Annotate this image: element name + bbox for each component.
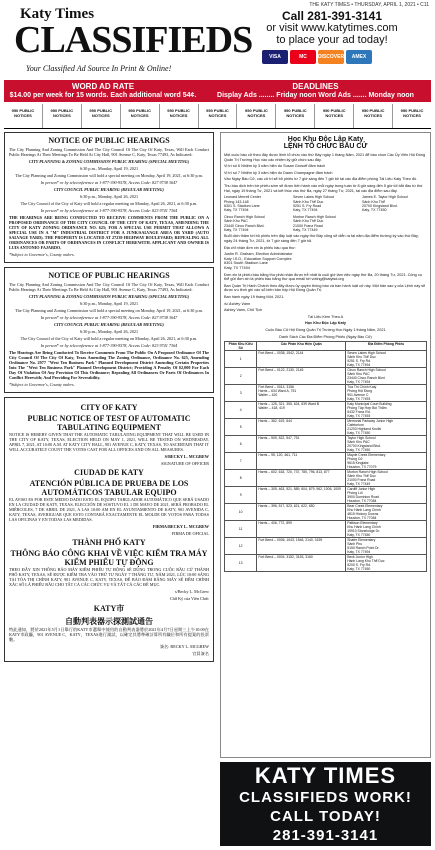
column-header: Phân Khu Kiểu Số [225, 342, 257, 351]
table-row [225, 351, 427, 368]
location [362, 215, 427, 233]
notice-intro: The City Planning And Zoning Commission And The City Council Of The City Of Katy, Texas, Will Each Conduct Public Hearings At Their Meetings To Be Held At City Hall, 901 Avenue C, Katy, Texas 77493, As Indicated: [9, 147, 209, 157]
precincts: Harris – 406, 772, 899 [257, 521, 346, 538]
promo-line: CALL TODAY! [270, 808, 381, 825]
table-row [225, 368, 427, 385]
notice-footnote: *Subject to Governor's, County orders. [9, 252, 75, 257]
notice-tab: 950 PUBLIC NOTICES [199, 104, 238, 128]
location: James E. Taylor High School Sảnh Khu Thể 20700 Kingsland Blvd. Katy, TX 77450 [362, 195, 408, 213]
public-notices-tabs [4, 104, 431, 129]
polling-location: Taylor High School Sảnh Khu PAC 20700 Kingsland Blvd. Katy, TX 77450 [346, 436, 427, 453]
precincts: Fort Bend – 0006, 1043, 1546, 2140, 3159 [257, 538, 346, 555]
notice-title: ATENCIÓN PÚBLICA DE PRUEBA DE LOS AUTOMÁTICOS TABULAR EQUIPO [29, 479, 189, 497]
signature: s/Becky L. McGrew [174, 589, 209, 594]
table-row [225, 453, 427, 470]
polling-location: Beck Junior High Hành Lang Khu Thể Dục 5200 S. Fry Rd. Katy, TX 77450 [346, 555, 427, 572]
precincts: Harris – 602, 618, 720, 737, 785, 796, 813, 877 [257, 470, 346, 487]
promo-phone: 281-391-3141 [272, 827, 379, 844]
left-column [4, 132, 214, 666]
precincts: Harris – 95, 120, 461, 711 [257, 453, 346, 470]
paragraph: Thu bầu dịch trên bờ phiếu sớm sẽ được tiến hành vào mỗi ngày trong tuần từ 8 giờ sáng đến 5 giờ tối bắt đầu từ thứ Hai, ngày 19 tháng Tư, 2021 và kết thúc vào thứ Ba, ngày 27 tháng Tư, 2021, tại các địa điểm sau đây. [224, 183, 423, 193]
place-line: to place your ad today! [276, 34, 388, 46]
notice-access: In person* or by teleconference at 1-877-390-9578, Access Code: 823 9741 7364 [40, 343, 178, 348]
notice-tab: 950 PUBLIC NOTICES [315, 104, 354, 128]
signature: 簽名: BECKY L. MCGREW [159, 644, 209, 649]
table-row [225, 385, 427, 402]
notice-detail: The City Planning and Zoning Commission will hold a special meeting on Monday, April 19, 2021, at 6:30 p.m. [15, 308, 203, 313]
table-row [225, 436, 427, 453]
deadlines-text: Display Ads ........ Friday noon Word Ads ....... Monday noon [217, 92, 414, 99]
word-ad-rate-title: WORD AD RATE [71, 82, 135, 91]
precinct-number: 10 [225, 504, 257, 521]
table-row [225, 504, 427, 521]
notice-title: NOTICE OF PUBLIC HEARINGS [48, 136, 170, 145]
notice-title: KATY市 [93, 604, 125, 613]
visa-card-icon: VISA [262, 50, 288, 64]
location: Seven Lakes High School Sảnh Khu Thể Dục 9251 S. Fry Road Katy, TX 77494 [293, 195, 335, 213]
notice-title: CIUDAD DE KATY [74, 468, 144, 477]
promo-line: CLASSIFIEDS WORK! [239, 789, 412, 806]
payment-cards [262, 50, 372, 64]
precincts: Harris – 305, 463, 521, 589, 604, 879, 962, 1006, 1009 [257, 487, 346, 504]
polling-location: Shafer Elementary Sảnh Phụ 5150 Ranch Point Dr. Katy, TX 77494 [346, 538, 427, 555]
location: Leonard Merrell Center Phòng 143-148 6301 S. Stadium Lane Katy, TX 77494 [224, 195, 261, 213]
logo-katy-times: Katy Times [20, 6, 95, 22]
notice-title: NOTICE OF PUBLIC HEARINGS [48, 271, 170, 280]
table-title: Học Khu Độc Lập Katy [305, 321, 346, 326]
column-header: Địa Điểm Phòng Phiếu [346, 342, 427, 351]
precincts: Fort Bend – 0004, 3152, 3153, 3160 [257, 555, 346, 572]
precinct-number: 4 [225, 402, 257, 419]
notice-title: THÀNH PHỐ KATY [72, 538, 146, 547]
table-row [225, 402, 427, 419]
notice-body-en: NOTICE IS HEREBY GIVEN THAT THE AUTOMATIC TABULATING EQUIPMENT THAT WILL BE USED IN THE CITY OF KATY, TEXAS, ELECTION HELD ON MAY 1, 2021, WILL BE TESTED ON WEDNESDAY, APRIL 7, 2021, AT 10:00 A.M. AT KATY CITY HALL, 901 AVENUE C, KATY, TEXAS, TO ASCERTAIN THAT IT WILL ACCURATELY COUNT THE VOTES CAST FOR ALL OFFICES AND ON ALL MEASURES. [9, 432, 209, 452]
polling-places-table [224, 341, 427, 572]
precinct-number: 11 [225, 521, 257, 538]
notice-footnote: *Subject to Governor's, County orders. [9, 382, 75, 387]
election-order-notice [220, 132, 431, 758]
paragraph: Buổi dịch thăm tới bỏ phiếu trên đây luật vào ngày thứ Bảy cũng sẽ diễn ra tại năm địa điểm trường kỳ vào thứ Bảy, ngày 24 tháng Tư, 2021, từ 7 giờ sáng đến 7 giờ tối. [224, 234, 419, 243]
notice-title: THÔNG BÁO CÔNG KHAI VỀ VIỆC KIỂM TRA MÁY KIỂM PHIẾU TỰ ĐỘNG [10, 549, 208, 567]
precinct-number: 2 [225, 368, 257, 385]
paragraph: Địa chỉ nhận đơn xin lá phiếu bầu qua thư: [224, 245, 296, 250]
precinct-number: 3 [225, 385, 257, 402]
precincts: Harris – 362, 619, 644 [257, 419, 346, 436]
precincts: Fort Bend – 0038, 1542, 2144 [257, 351, 346, 368]
notice-time: 6:30 p.m., Monday, April 19, 2021 [79, 301, 139, 306]
paragraph: Đơn xin lá phiếu bầu bằng thư phải nhận được trễ nhất là cuối giờ làm việc ngày thứ Ba, 20 tháng Tư, 2021. Công cụ thể gửi đơn xin lá phiếu bầu bằng thư qua email tới voting@katyisd.org [224, 272, 422, 282]
paragraph: Ban Quản Trị Hành Chánh theo đây được ủy quyền thông báo và ban hành luật cử này. Một bản sao y của Lệnh này sẽ được ưu lệnh ghi vào sổ biên bản hộp Hội Đồng Quản Trị. [224, 283, 426, 293]
notice-time: 6:30 p.m., Monday, April 26, 2021 [79, 329, 139, 334]
precincts: Harris – 396, 517, 523, 621, 622, 650 [257, 504, 346, 521]
precinct-number: 12 [225, 538, 257, 555]
precinct-number: 9 [225, 487, 257, 504]
notice-tab: 950 PUBLIC NOTICES [4, 104, 43, 128]
polling-location: Cinco Ranch High School Sảnh Khu PAC 23440 Cinco Ranch Blvd. Katy, TX 77494 [346, 368, 427, 385]
paragraph: Vào Ngày Bầu Cử, các cử tri sẽ bỏ phiếu từ 7 giờ sáng đến 7 giờ tối tại các địa điểm phòng Tài Liệu Katy Theo đó. [224, 177, 418, 182]
table-title: Cuộc Bầu Cử Hội Đồng Quản Trị Trường Học Ngày 1 tháng Năm, 2021 [265, 327, 386, 332]
notice-title: Học Khu Độc Lập Katy [287, 136, 364, 143]
notice-heading: CITY PLANNING & ZONING COMMISSION PUBLIC HEARING (SPECIAL MEETING) [28, 294, 190, 299]
notice-tab: 950 PUBLIC NOTICES [43, 104, 82, 128]
rates-band [4, 80, 431, 102]
paragraph: Một cuộc bầu cử theo đây được lệnh tổ chức vào thứ Bảy ngày 1 tháng Năm, 2021 để bầu chọn Các Ủy Viên Hội Đồng Quản Trị Trường Học vào các nhiệm kỳ giữ chức sau đây. [224, 153, 426, 162]
signature-title: Chữ Ký của Viên Chức [169, 596, 209, 601]
signature: FIRMA/BECKY L. MCGREW [152, 524, 209, 529]
polling-location: Bear Creek Elementary Khu Hành Lang Chính 4815 Hickory Downs Houston, TX 77084 [346, 504, 427, 521]
visit-line: or visit www.katytimes.com [266, 22, 398, 34]
notice-tab: 950 PUBLIC NOTICES [354, 104, 393, 128]
precincts: Harris – 125, 321, 355, 624, 639 Ward B Waller – 418, 419 [257, 402, 346, 419]
precincts: Harris – 509, 522, 547, 751 [257, 436, 346, 453]
notice-title: PUBLIC NOTICE OF TEST OF AUTOMATIC TABULATING EQUIPMENT [27, 414, 191, 432]
table-row [225, 487, 427, 504]
notice-body-vi: THEO ĐÂY XIN THÔNG BÁO MÁY KIỂM PHIẾU TỰ ĐỘNG SẼ DÙNG TRONG CUỘC BẦU CỬ THÀNH PHỐ KATY, TEXAS, SẼ ĐƯỢC KIỂM TRA VÀO THỨ TƯ NGÀY 7 THÁNG TƯ, NĂM 2021, LÚC 10:00 SÁNG TẠI TÒA THỊ CHÍNH KATY, 901 AVENUE C, KATY, TEXAS, ĐỂ BẢO ĐẢM RẰNG MÁY SẼ ĐẾM CHÍNH XÁC SỐ LÁ PHIẾU BẦU CHO TẤT CẢ CÁC CHỨC VỤ VÀ TẤT CẢ CÁC ĐỀ MỤC. [9, 567, 209, 587]
precinct-number: 5 [225, 419, 257, 436]
deadlines-title: DEADLINES [292, 82, 339, 91]
polling-location: Tòa Thị Chính Katy Phòng Hội Đồng 901 Avenue C Katy, TX 77493 [346, 385, 427, 402]
signature-title: 官員簽名 [192, 651, 209, 656]
precinct-number: 1 [225, 351, 257, 368]
running-head: THE KATY TIMES • THURSDAY, APRIL 1, 2021 • C11 [309, 2, 429, 8]
notice-heading: CITY PLANNING & ZONING COMMISSION PUBLIC HEARING (SPECIAL MEETING) [28, 159, 190, 164]
signature: /s/ Ashley Vann [224, 301, 251, 306]
logo-classifieds: CLASSIFIEDS [14, 19, 253, 61]
notice-time: 6:30 p.m., Monday, April 19, 2021 [79, 166, 139, 171]
notice-tab: 950 PUBLIC NOTICES [237, 104, 276, 128]
precinct-number: 8 [225, 470, 257, 487]
notice-tab: 950 PUBLIC NOTICES [160, 104, 199, 128]
table-row [225, 555, 427, 572]
location: Cinco Ranch High School Sảnh Khu PAC 23440 Cinco Ranch Blvd. Katy, TX 77494 [224, 214, 265, 232]
signature-title: SIGNATURE OF OFFICER [161, 461, 209, 466]
precincts: Fort Bend – 0014, 3156 Harris – 634 Ward A, 751 Waller – 420 [257, 385, 346, 402]
table-row [225, 470, 427, 487]
contact-block [232, 10, 432, 46]
promo-line: KATY TIMES [254, 763, 397, 788]
notice-heading: CITY COUNCIL PUBLIC HEARING (REGULAR MEETING) [53, 322, 165, 327]
signature: S/BECKY L. MCGREW [164, 454, 209, 459]
promo-banner [220, 762, 431, 846]
signature-title: FIRMA DE OFICIAL [171, 531, 209, 536]
notice-public-hearing-2 [4, 267, 214, 393]
notice-title: 自動判表器示探測試通告 [65, 617, 153, 626]
polling-location: Mayde Creek Elementary Phòng Cử 9615 Kinglake Houston, TX 77079 [346, 453, 427, 470]
notice-detail: The City Council of the City of Katy will hold a regular meeting on Monday, April 26, 2021, at 6:30 p.m. [20, 201, 198, 206]
notice-heading: CITY COUNCIL PUBLIC HEARING (REGULAR MEETING) [53, 187, 165, 192]
notice-access: In person* or by teleconference at 1-877-390-9578, Access Code: 823 9741 7364 [40, 208, 178, 213]
notice-tab: 950 PUBLIC NOTICES [121, 104, 160, 128]
notice-access: In person* or by teleconference at 1-877-390-9578, Access Code: 827 9738 3647 [40, 315, 178, 320]
issued-date: Ban hành ngày 19 tháng Một, 2021. [224, 294, 285, 299]
precinct-number: 13 [225, 555, 257, 572]
notice-body-zh: 特此通知，將於2021年5月1日舉行的KATY市選舉中使用的自動判表器將於2021年4月7日星期三上午10:00在KATY市政廳，901 AVENUE C，KATY，TEXAS進行測試，以確定其將準確計算所有職位和所有提案的投票數。 [9, 627, 209, 642]
table-title: Danh Sách Các Địa Điểm Phòng Phiếu (Ngày Bầu Cử) [279, 334, 372, 339]
discover-card-icon: DISCOVER [318, 50, 344, 64]
tagline: Your Classified Ad Source In Print & Online! [26, 64, 172, 73]
polling-location: Cardiff Junior High Phòng Lối 3900 Dominion Road Houston, TX 77084 [346, 487, 427, 504]
notice-detail: The City Planning and Zoning Commission will hold a special meeting on Monday, April 19, 2021, at 6:30 p.m. [15, 173, 203, 178]
notice-subtitle: LỆNH TỔ CHỨC BẦU CỬ [283, 143, 368, 150]
precincts: Fort Bend – 0122, 2130, 2145 [257, 368, 346, 385]
amex-card-icon: AMEX [346, 50, 372, 64]
notice-access: In person* or by teleconference at 1-877-390-9578, Access Code: 827 9738 3647 [40, 180, 178, 185]
precinct-number: 6 [225, 436, 257, 453]
notice-public-hearing-1 [4, 132, 214, 263]
precinct-number: 7 [225, 453, 257, 470]
notice-body: The Hearings Are Being Conducted To Receive Comments From The Public On A Proposed Ordinance Of The City Council Of The City Of Katy, Texas Amending The Zoning Ordinance, Ordinance No. 625, Amending Ordinance No. 2977 "West Ten Business Park" Planned Development District Amending Certain Properties Into The "West Ten Business Park" Planned Development District; Providing A Penalty Of $2,000 For Each Day Of Violation Of Any Provision Of This Ordinance; Repealing All Ordinances Or Parts Of Ordinances In Conflict Herewith; And Providing For Severability. [9, 350, 209, 380]
masthead [0, 0, 435, 78]
early-voting-locations [224, 215, 427, 233]
notice-body-es: EL AVISO ES POR ESTE MEDIO DADO ESTO EL EQUIPO TABULADOR AUTOMÁTICO QUE SERÁ USADO EN LA CIUDAD DE KATY, TEXAS, ELECCIÓN DE SOSTUVO EL 1 DE MAYO DE 2021, SERÁ PROBADO EL MIÉRCOLES, 7 DE ABRIL DE 2021, A LAS 10:00 AM EN EL AYUNTAMIENTO DE KATY, 901 AVENIDA C, KATY, TEXAS, AVERIGUAR QUE ESTO CONTARÁ EXACTAMENTE EL MOLDE DE VOTOS PARA TODAS LAS OFICINAS Y EN TODAS LAS MEDIDAS. [9, 497, 209, 522]
seat-7: Vị trí số 7 Nhiệm kỳ 3 năm hiện do Dawn Champagne đảm trách [224, 170, 333, 175]
table-row [225, 419, 427, 436]
notice-tab: 950 PUBLIC NOTICES [276, 104, 315, 128]
early-voting-locations [224, 195, 427, 213]
table-row [225, 521, 427, 538]
table-title: Tài Liệu Kèm Theo A [307, 314, 344, 319]
table-row [225, 538, 427, 555]
polling-location: Pattison Elementary Khu Hành Lang Chính 19910 Stonelodge Dr. Katy, TX 77450 [346, 521, 427, 538]
signature-title: Ashley Vann, Chủ Tịch [224, 308, 263, 313]
notice-title: CITY OF KATY [80, 403, 138, 412]
column-header: Các Phân Khu Hiện Quận [257, 342, 346, 351]
location: Morton Ranch High School Sảnh Khu Thể Dục 21000 Franz Road Katy, TX 77449 [293, 214, 336, 232]
notice-time: 6:30 p.m., Monday, April 26, 2021 [79, 194, 139, 199]
polling-location: Katy Municipal Court Building Phòng Tập Hợp Bồi Thẩm 5432 Franz Rd. Katy, TX 77493 [346, 402, 427, 419]
polling-location: Memorial Parkway Junior High Cafetorium 21203 Highland Knolls Katy, TX 77450 [346, 419, 427, 436]
call-line: Call 281-391-3141 [281, 9, 383, 23]
notice-intro: The City Planning And Zoning Commission And The City Council Of The City Of Katy, Texas, Will Each Conduct Public Hearings At Their Meetings To Be Held At City Hall, 901 Avenue C, Katy, Texas 77493, As Indicated: [9, 282, 209, 292]
seat-6: Vị trí số 6 Nhiệm kỳ 3 năm hiện do Susan Grosoff đảm trách [224, 164, 326, 169]
mail-address: Justin R. Graham, Election Administrator Katy I.S.D., Education Support Complex 6301 South Stadium Lane Katy, TX 77494 [224, 252, 293, 270]
polling-location: Morton Ranch High School Sảnh Khu Thể Dục 21000 Franz Road Katy, TX 77449 [346, 470, 427, 487]
polling-location: Seven Lakes High School Sảnh Khu Thể Dục 9251 S. Fry Rd. Katy, TX 77494 [346, 351, 427, 368]
notice-tab: 950 PUBLIC NOTICES [82, 104, 121, 128]
mastercard-icon: MC [290, 50, 316, 64]
notice-body: THE HEARINGS ARE BEING CONDUCTED TO RECEIVE COMMENTS FROM THE PUBLIC ON A PROPOSED ORDINANCE OF THE CITY COUNCIL OF THE CITY OF KATY, TEXAS, AMENDING THE CITY OF KATY ZONING ORDINANCE NO. 625; FOR A SPECIAL USE PERMIT THAT ALLOWS A SPECIAL USE IN A "M" INDUSTRIAL DISTRICT FOR A JUNK/SALVAGE AREA OR YARD (AUTO SALVAGE YARD). THE PROPERTY IS LOCATED AT 27239 HIGHWAY BOULEVARD; REPEALING ALL ORDINANCES OR PARTS OF ORDINANCES IN CONFLICT HEREWITH. APPLICANT AND OWNER IS LUIS ANTONIO FAJARDO. [9, 215, 209, 250]
notice-tabulating-equipment [4, 397, 214, 662]
notice-tab: 950 PUBLIC NOTICES [400, 108, 424, 118]
word-ad-rate-text: $14.00 per week for 15 words. Each additional word 54¢. [9, 92, 197, 99]
notice-detail: The City Council of the City of Katy will hold a regular meeting on Monday, April 26, 2021, at 6:30 p.m. [20, 336, 198, 341]
